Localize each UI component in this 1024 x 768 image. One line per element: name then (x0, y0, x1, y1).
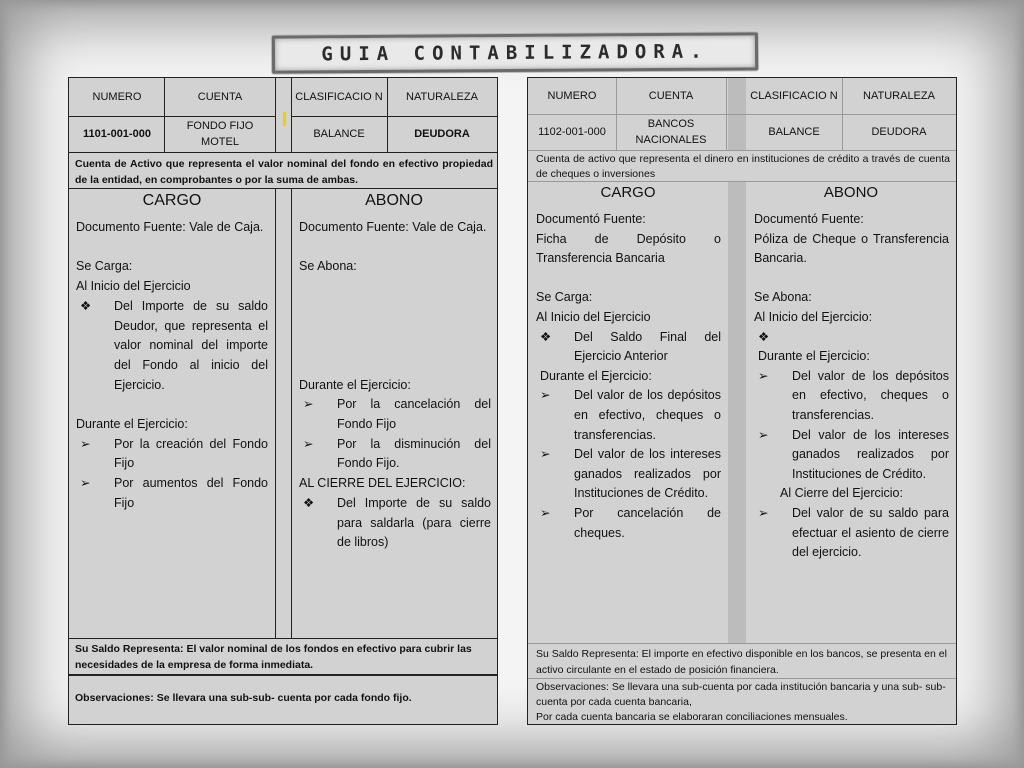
right-cargo-documento-label: Documentó Fuente: (536, 212, 646, 226)
right-abono-cierre-list (754, 504, 949, 563)
left-abono-body (299, 218, 491, 553)
left-cargo-body (76, 218, 268, 514)
diamond-bullet-icon: ❖ (303, 495, 315, 510)
arrow-bullet-icon: ➢ (758, 505, 769, 520)
list-item: ➢ Del valor de los depósitos en efectivo, cheques o transferencias. (758, 368, 949, 422)
list-item: ➢ Por la creación del Fondo Fijo (80, 436, 268, 471)
right-abono-inicio-list (754, 328, 949, 348)
left-numero-value: 1101-001-000 (83, 128, 151, 140)
arrow-bullet-icon: ➢ (80, 436, 91, 451)
right-divider-strip (728, 181, 746, 643)
right-abono-documento-label: Documentó Fuente: (754, 212, 864, 226)
right-cargo-body (536, 210, 721, 543)
arrow-bullet-icon: ➢ (540, 388, 551, 403)
left-observaciones: Observaciones: Se llevara una sub-sub- cuenta por cada fondo fijo. (75, 692, 412, 704)
arrow-bullet-icon: ➢ (303, 397, 314, 412)
left-header-cuenta: CUENTA (197, 91, 243, 103)
left-clasificacion-value: BALANCE (313, 128, 365, 140)
left-abono-se-abona: Se Abona: (299, 259, 357, 274)
list-item: ➢ Por la cancelación del Fondo Fijo (303, 397, 491, 432)
right-header-cuenta: CUENTA (648, 90, 694, 102)
title-banner (272, 32, 758, 73)
arrow-bullet-icon: ➢ (758, 427, 769, 442)
right-cargo-se-carga: Se Carga: (536, 290, 593, 305)
right-numero-value: 1102-001-000 (538, 126, 606, 138)
right-saldo: Su Saldo Representa: El importe en efectivo disponible en los bancos, se presenta en el activo circulante en el estado de posición financiera. (536, 648, 947, 676)
right-header-naturaleza: NATURALEZA (863, 90, 935, 102)
right-naturaleza-value: DEUDORA (871, 126, 927, 138)
list-item: ➢ Del valor de los intereses ganados realizados por Instituciones de Crédito. (758, 427, 949, 481)
right-abono-inicio: Al Inicio del Ejercicio: (754, 309, 873, 324)
list-item: ➢ Del valor de los intereses ganados realizados por Instituciones de Crédito. (540, 447, 721, 501)
left-abono-heading: ABONO (365, 192, 423, 209)
left-account-card (68, 77, 498, 725)
left-header-naturaleza: NATURALEZA (406, 91, 478, 103)
right-abono-cierre: Al Cierre del Ejercicio: (780, 486, 903, 501)
arrow-bullet-icon: ➢ (758, 368, 769, 383)
list-item: ❖ Del Importe de su saldo Deudor, que representa el valor nominal del importe del Fondo al inicio del Ejercicio. (80, 298, 268, 392)
left-abono-cierre: AL CIERRE DEL EJERCICIO: (299, 476, 466, 491)
left-cuenta-value: FONDO FIJO MOTEL (186, 120, 254, 148)
arrow-bullet-icon: ➢ (540, 447, 551, 462)
left-cargo-se-carga: Se Carga: (76, 259, 133, 274)
list-item: ➢ Por cancelación de cheques. (540, 505, 721, 540)
left-description: Cuenta de Activo que representa el valor nominal del fondo en efectivo propiedad de la entidad, en comprobantes o por la suma de ambas. (75, 158, 493, 186)
left-cargo-durante: Durante el Ejercicio: (76, 417, 188, 432)
list-item: ➢ Del valor de los depósitos en efectivo, cheques o transferencias. (540, 388, 721, 442)
list-item: ➢ Del valor de su saldo para efectuar el asiento de cierre del ejercicio. (758, 505, 949, 560)
diamond-bullet-icon: ❖ (758, 329, 770, 344)
right-cargo-durante: Durante el Ejercicio: (540, 368, 652, 383)
list-item (754, 328, 949, 348)
left-header-numero: NUMERO (92, 91, 142, 103)
left-highlight-marker (283, 112, 286, 126)
right-cuenta-value: BANCOS NACIONALES (635, 118, 707, 146)
left-header-clasificacion: CLASIFICACIO N (295, 90, 383, 103)
arrow-bullet-icon: ➢ (80, 476, 91, 491)
left-cargo-durante-list (76, 435, 268, 514)
left-naturaleza-value: DEUDORA (414, 128, 470, 140)
left-abono-cierre-list (299, 494, 491, 553)
right-abono-se-abona: Se Abona: (754, 290, 812, 305)
right-observaciones-line-2: Por cada cuenta bancaria se elaboraran conciliaciones mensuales. (536, 711, 848, 723)
right-abono-heading: ABONO (823, 184, 879, 201)
right-abono-durante-list (754, 367, 949, 485)
left-abono-documento: Documento Fuente: Vale de Caja. (299, 220, 487, 234)
diamond-bullet-icon: ❖ (80, 298, 92, 313)
right-abono-body (754, 210, 949, 563)
left-cargo-heading: CARGO (142, 192, 202, 209)
list-item: ❖ Del Importe de su saldo para saldarla (para cierre de libros) (303, 495, 491, 550)
list-item: ➢ Por la disminución del Fondo Fijo. (303, 436, 491, 471)
right-observaciones-line-1: Observaciones: Se llevara una sub-cuenta por cada institución bancaria y una sub- sub-cuenta por cada cuenta bancaria, (536, 681, 946, 708)
left-abono-durante-list (299, 395, 491, 474)
right-clasificacion-value: BALANCE (768, 126, 820, 138)
right-cargo-heading: CARGO (600, 184, 656, 201)
left-cargo-inicio: Al Inicio del Ejercicio (76, 279, 191, 294)
right-cargo-durante-list (536, 386, 721, 543)
right-account-card (527, 77, 957, 725)
list-item: ❖ Del Saldo Final del Ejercicio Anterior (540, 329, 721, 364)
right-header-numero: NUMERO (547, 90, 597, 102)
right-description: Cuenta de activo que representa el dinero en instituciones de crédito a través de cuenta de cheques o inversiones (536, 153, 950, 180)
arrow-bullet-icon: ➢ (303, 436, 314, 451)
left-cargo-documento: Documento Fuente: Vale de Caja. (76, 220, 264, 234)
arrow-bullet-icon: ➢ (540, 505, 551, 520)
right-observaciones (536, 680, 952, 725)
left-saldo: Su Saldo Representa: El valor nominal de los fondos en efectivo para cubrir las necesidades de la empresa de forma inmediata. (75, 643, 472, 671)
right-cargo-inicio: Al Inicio del Ejercicio (536, 309, 651, 324)
left-cargo-inicio-list (76, 297, 268, 396)
diamond-bullet-icon: ❖ (540, 329, 552, 344)
list-item: ➢ Por aumentos del Fondo Fijo (80, 476, 268, 510)
right-header-clasificacion: CLASIFICACIO N (750, 90, 838, 102)
right-cargo-documento: Ficha de Depósito o Transferencia Bancaria (536, 231, 721, 266)
right-abono-durante: Durante el Ejercicio: (758, 349, 870, 364)
left-abono-durante: Durante el Ejercicio: (299, 377, 411, 392)
right-abono-documento: Póliza de Cheque o Transferencia Bancaria. (754, 231, 949, 266)
right-cargo-inicio-list (536, 328, 721, 367)
page-title: GUIA CONTABILIZADORA. (321, 40, 709, 66)
